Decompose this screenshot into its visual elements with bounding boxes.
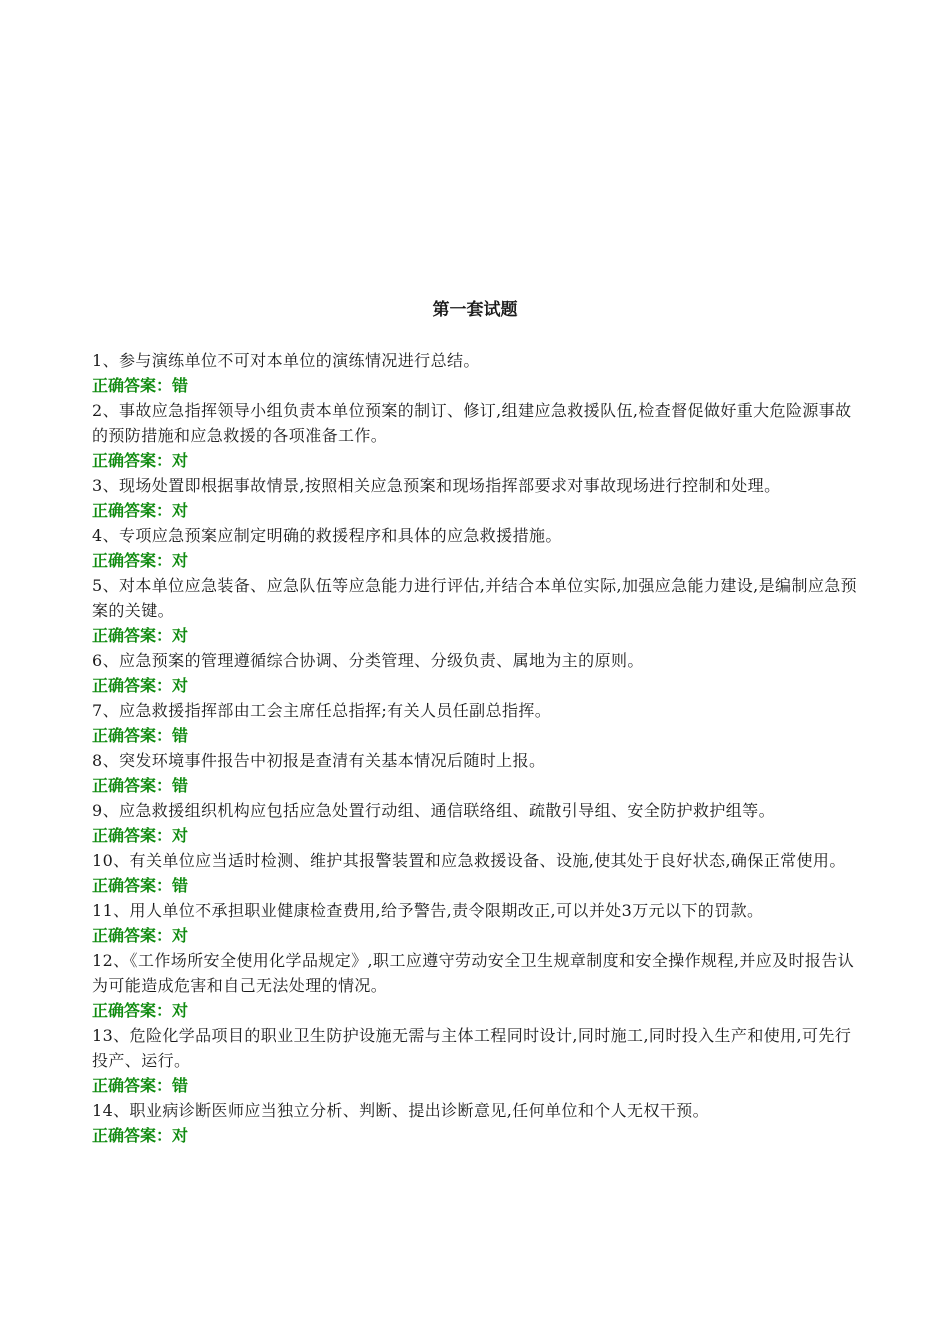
list-item <box>92 473 862 523</box>
answer-line <box>92 923 862 948</box>
answer-value: 错 <box>172 376 189 395</box>
answer-prefix: 正确答案： <box>92 1076 173 1095</box>
question-text: 10、有关单位应当适时检测、维护其报警装置和应急救援设备、设施,使其处于良好状态,确保正常使用。 <box>92 851 846 870</box>
answer-line <box>92 998 862 1023</box>
answer-value: 对 <box>172 451 189 470</box>
answer-line <box>92 548 862 573</box>
answer-line <box>92 873 862 898</box>
question-text: 4、专项应急预案应制定明确的救援程序和具体的应急救援措施。 <box>92 526 562 545</box>
question-text: 7、应急救援指挥部由工会主席任总指挥;有关人员任副总指挥。 <box>92 701 552 720</box>
answer-line <box>92 673 862 698</box>
answer-value: 错 <box>172 726 189 745</box>
answer-value: 对 <box>172 1126 189 1145</box>
answer-prefix: 正确答案： <box>92 726 173 745</box>
question-text: 12、《工作场所安全使用化学品规定》,职工应遵守劳动安全卫生规章制度和安全操作规程,并应及时报告认为可能造成危害和自己无法处理的情况。 <box>92 951 855 995</box>
list-item <box>92 848 862 898</box>
list-item <box>92 398 862 473</box>
question-text: 6、应急预案的管理遵循综合协调、分类管理、分级负责、属地为主的原则。 <box>92 651 644 670</box>
answer-value: 对 <box>172 551 189 570</box>
question-text: 1、参与演练单位不可对本单位的演练情况进行总结。 <box>92 351 480 370</box>
question-text: 5、对本单位应急装备、应急队伍等应急能力进行评估,并结合本单位实际,加强应急能力建设,是编制应急预案的关键。 <box>92 576 858 620</box>
question-text: 3、现场处置即根据事故情景,按照相关应急预案和现场指挥部要求对事故现场进行控制和处理。 <box>92 476 781 495</box>
list-item <box>92 648 862 698</box>
answer-value: 对 <box>172 926 189 945</box>
page-title: 第一套试题 <box>432 300 518 320</box>
answer-line <box>92 623 862 648</box>
answer-prefix: 正确答案： <box>92 776 173 795</box>
answer-prefix: 正确答案： <box>92 1001 173 1020</box>
answer-prefix: 正确答案： <box>92 551 173 570</box>
answer-line <box>92 498 862 523</box>
answer-value: 对 <box>172 676 189 695</box>
answer-value: 错 <box>172 876 189 895</box>
answer-value: 对 <box>172 501 189 520</box>
answer-prefix: 正确答案： <box>92 826 173 845</box>
list-item <box>92 573 862 648</box>
question-text: 8、突发环境事件报告中初报是查清有关基本情况后随时上报。 <box>92 751 546 770</box>
answer-prefix: 正确答案： <box>92 376 173 395</box>
answer-prefix: 正确答案： <box>92 676 173 695</box>
list-item <box>92 1098 862 1148</box>
list-item <box>92 898 862 948</box>
answer-prefix: 正确答案： <box>92 1126 173 1145</box>
list-item <box>92 698 862 748</box>
answer-line <box>92 773 862 798</box>
answer-value: 错 <box>172 776 189 795</box>
list-item <box>92 523 862 573</box>
answer-prefix: 正确答案： <box>92 876 173 895</box>
answer-line <box>92 373 862 398</box>
answer-value: 对 <box>172 626 189 645</box>
answer-prefix: 正确答案： <box>92 926 173 945</box>
answer-line <box>92 1123 862 1148</box>
answer-prefix: 正确答案： <box>92 501 173 520</box>
answer-prefix: 正确答案： <box>92 451 173 470</box>
list-item <box>92 948 862 1023</box>
list-item <box>92 348 862 398</box>
answer-line <box>92 723 862 748</box>
question-text: 9、应急救援组织机构应包括应急处置行动组、通信联络组、疏散引导组、安全防护救护组等。 <box>92 801 775 820</box>
answer-value: 错 <box>172 1076 189 1095</box>
answer-line <box>92 823 862 848</box>
question-text: 13、危险化学品项目的职业卫生防护设施无需与主体工程同时设计,同时施工,同时投入生产和使用,可先行投产、运行。 <box>92 1026 852 1070</box>
answer-line <box>92 448 862 473</box>
list-item <box>92 748 862 798</box>
list-item <box>92 798 862 848</box>
question-text: 14、职业病诊断医师应当独立分析、判断、提出诊断意见,任何单位和个人无权干预。 <box>92 1101 710 1120</box>
answer-value: 对 <box>172 826 189 845</box>
question-list <box>92 348 862 1148</box>
answer-prefix: 正确答案： <box>92 626 173 645</box>
question-text: 2、事故应急指挥领导小组负责本单位预案的制订、修订,组建应急救援队伍,检查督促做好重大危险源事故的预防措施和应急救援的各项准备工作。 <box>92 401 852 445</box>
question-text: 11、用人单位不承担职业健康检查费用,给予警告,责令限期改正,可以并处3万元以下的罚款。 <box>92 901 764 920</box>
list-item <box>92 1023 862 1098</box>
answer-value: 对 <box>172 1001 189 1020</box>
answer-line <box>92 1073 862 1098</box>
